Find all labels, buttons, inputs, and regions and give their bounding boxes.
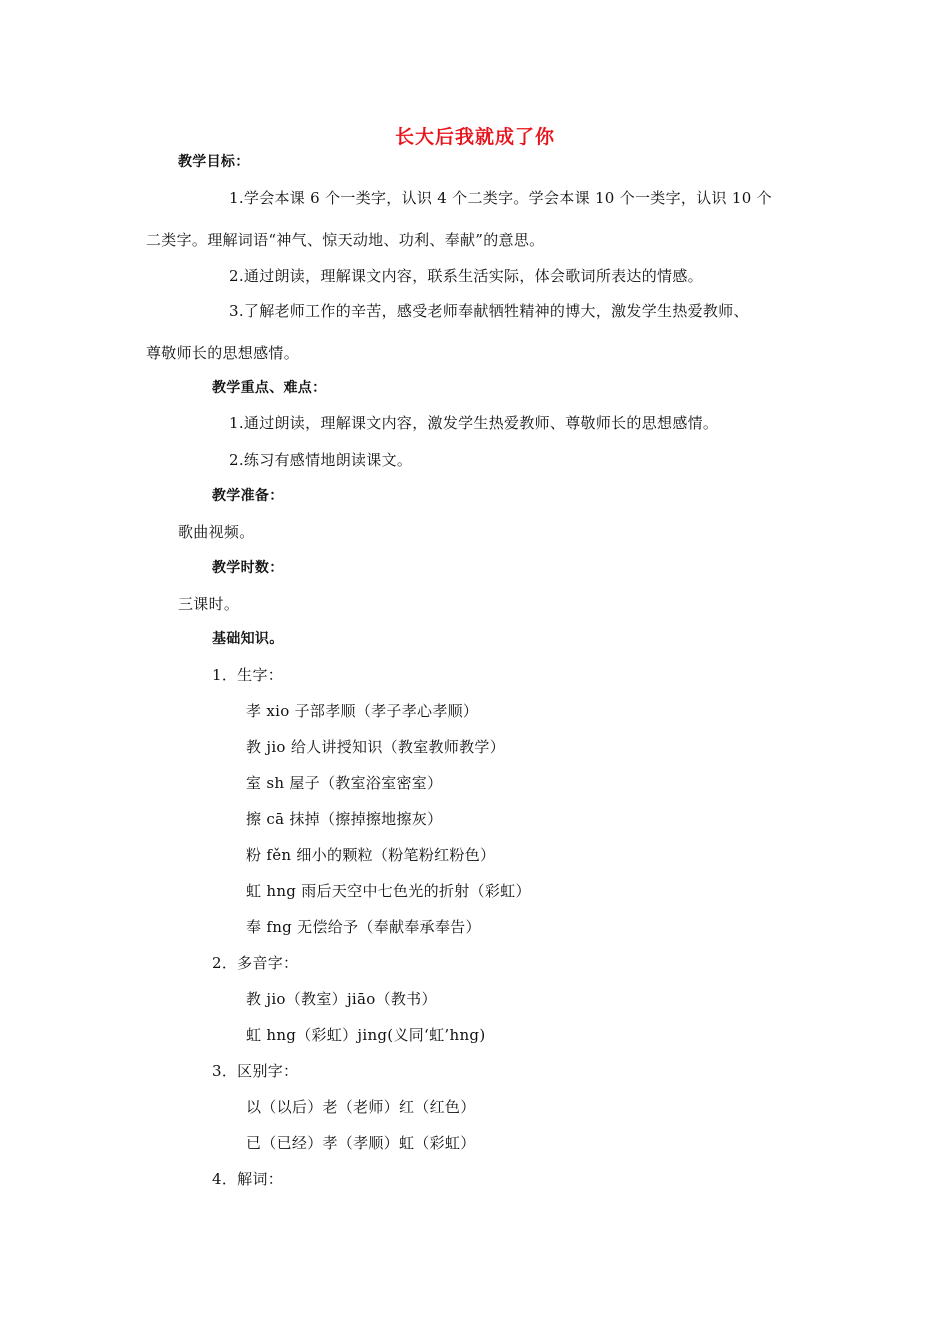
objective-3-line-1: 3.了解老师工作的辛苦，感受老师奉献牺牲精神的博大，激发学生热爱教师、 xyxy=(229,302,749,320)
objectives-heading: 教学目标： xyxy=(178,154,250,170)
key-point-1: 1.通过朗读，理解课文内容，激发学生热爱教师、尊敬师长的思想感情。 xyxy=(229,414,719,432)
new-char-item: 室 sh 屋子（教室浴室密室） xyxy=(246,774,443,792)
distinguish-item: 已（已经）孝（孝顺）虹（彩虹） xyxy=(246,1134,476,1152)
new-char-item: 孝 xio 子部孝顺（孝子孝心孝顺） xyxy=(246,702,479,720)
polyphone-item: 虹 hng（彩虹）jing(义同‘虹’hng) xyxy=(246,1026,486,1044)
duration-heading: 教学时数： xyxy=(212,560,284,576)
objective-1-line-2: 二类字。理解词语“神气、惊天动地、功利、奉献”的意思。 xyxy=(146,231,545,249)
distinguish-item: 以（以后）老（老师）红（红色） xyxy=(246,1098,476,1116)
preparation-text: 歌曲视频。 xyxy=(178,523,255,541)
new-char-item: 奉 fng 无偿给予（奉献奉承奉告） xyxy=(246,918,481,936)
document-title: 长大后我就成了你 xyxy=(394,126,555,148)
objective-3-line-2: 尊敬师长的思想感情。 xyxy=(146,344,300,362)
new-chars-label: 1．生字： xyxy=(212,666,284,684)
basics-heading: 基础知识。 xyxy=(212,631,284,647)
objective-1-line-1: 1.学会本课 6 个一类字，认识 4 个二类字。学会本课 10 个一类字，认识 10 个 xyxy=(229,189,772,207)
distinguish-label: 3．区别字： xyxy=(212,1062,299,1080)
preparation-heading: 教学准备： xyxy=(212,488,284,504)
key-point-2: 2.练习有感情地朗读课文。 xyxy=(229,451,413,469)
polyphone-item: 教 jio（教室）jiāo（教书） xyxy=(246,990,437,1008)
new-char-item: 虹 hng 雨后天空中七色光的折射（彩虹） xyxy=(246,882,531,900)
new-char-item: 擦 cā 抹掉（擦掉擦地擦灰） xyxy=(246,810,443,828)
words-label: 4．解词： xyxy=(212,1170,284,1188)
key-points-heading: 教学重点、难点： xyxy=(212,380,327,396)
new-char-item: 教 jio 给人讲授知识（教室教师教学） xyxy=(246,738,506,756)
objective-2: 2.通过朗读，理解课文内容，联系生活实际，体会歌词所表达的情感。 xyxy=(229,267,703,285)
new-char-item: 粉 fěn 细小的颗粒（粉笔粉红粉色） xyxy=(246,846,496,864)
polyphones-label: 2．多音字： xyxy=(212,954,299,972)
duration-text: 三课时。 xyxy=(178,595,240,613)
